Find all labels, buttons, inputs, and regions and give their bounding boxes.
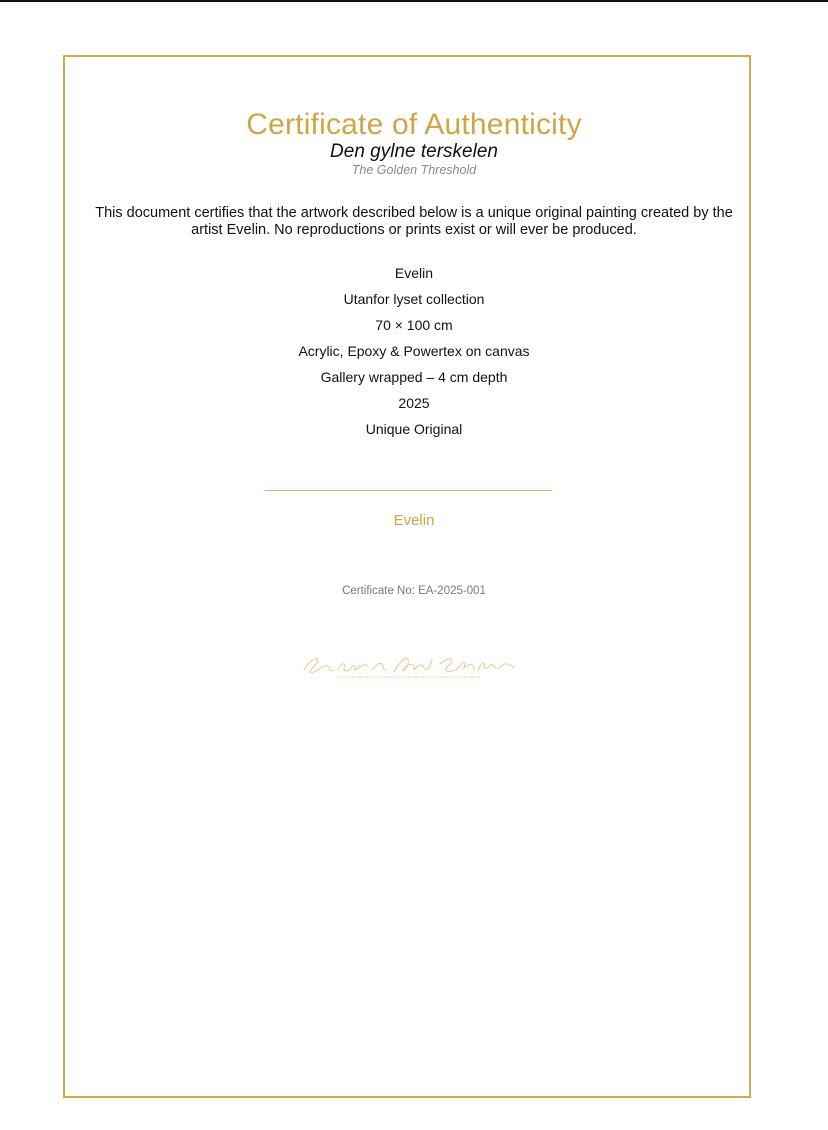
- artwork-details-list: [0, 265, 828, 447]
- certificate-title: Certificate of Authenticity: [246, 108, 582, 141]
- detail-dimensions: 70 × 100 cm: [375, 317, 453, 333]
- studio-logo: [298, 652, 520, 680]
- top-edge-bar: [0, 0, 828, 2]
- detail-year: 2025: [398, 395, 430, 411]
- detail-medium: Acrylic, Epoxy & Powertex on canvas: [298, 343, 530, 359]
- detail-edition: Unique Original: [365, 421, 463, 437]
- detail-framing: Gallery wrapped – 4 cm depth: [320, 369, 508, 385]
- certificate-number: Certificate No: EA-2025-001: [342, 585, 486, 597]
- detail-artist: Evelin: [394, 265, 434, 281]
- signature-line: [265, 490, 552, 491]
- detail-collection: Utanfor lyset collection: [343, 291, 485, 307]
- signature-name: Evelin: [393, 512, 435, 529]
- certification-statement: This document certifies that the artwork described below is a unique original painting created by the artist Evelin. No reproductions or prints exist or will ever be produced.: [95, 205, 733, 238]
- artwork-subtitle: The Golden Threshold: [351, 163, 477, 177]
- artwork-title: Den gylne terskelen: [330, 141, 498, 162]
